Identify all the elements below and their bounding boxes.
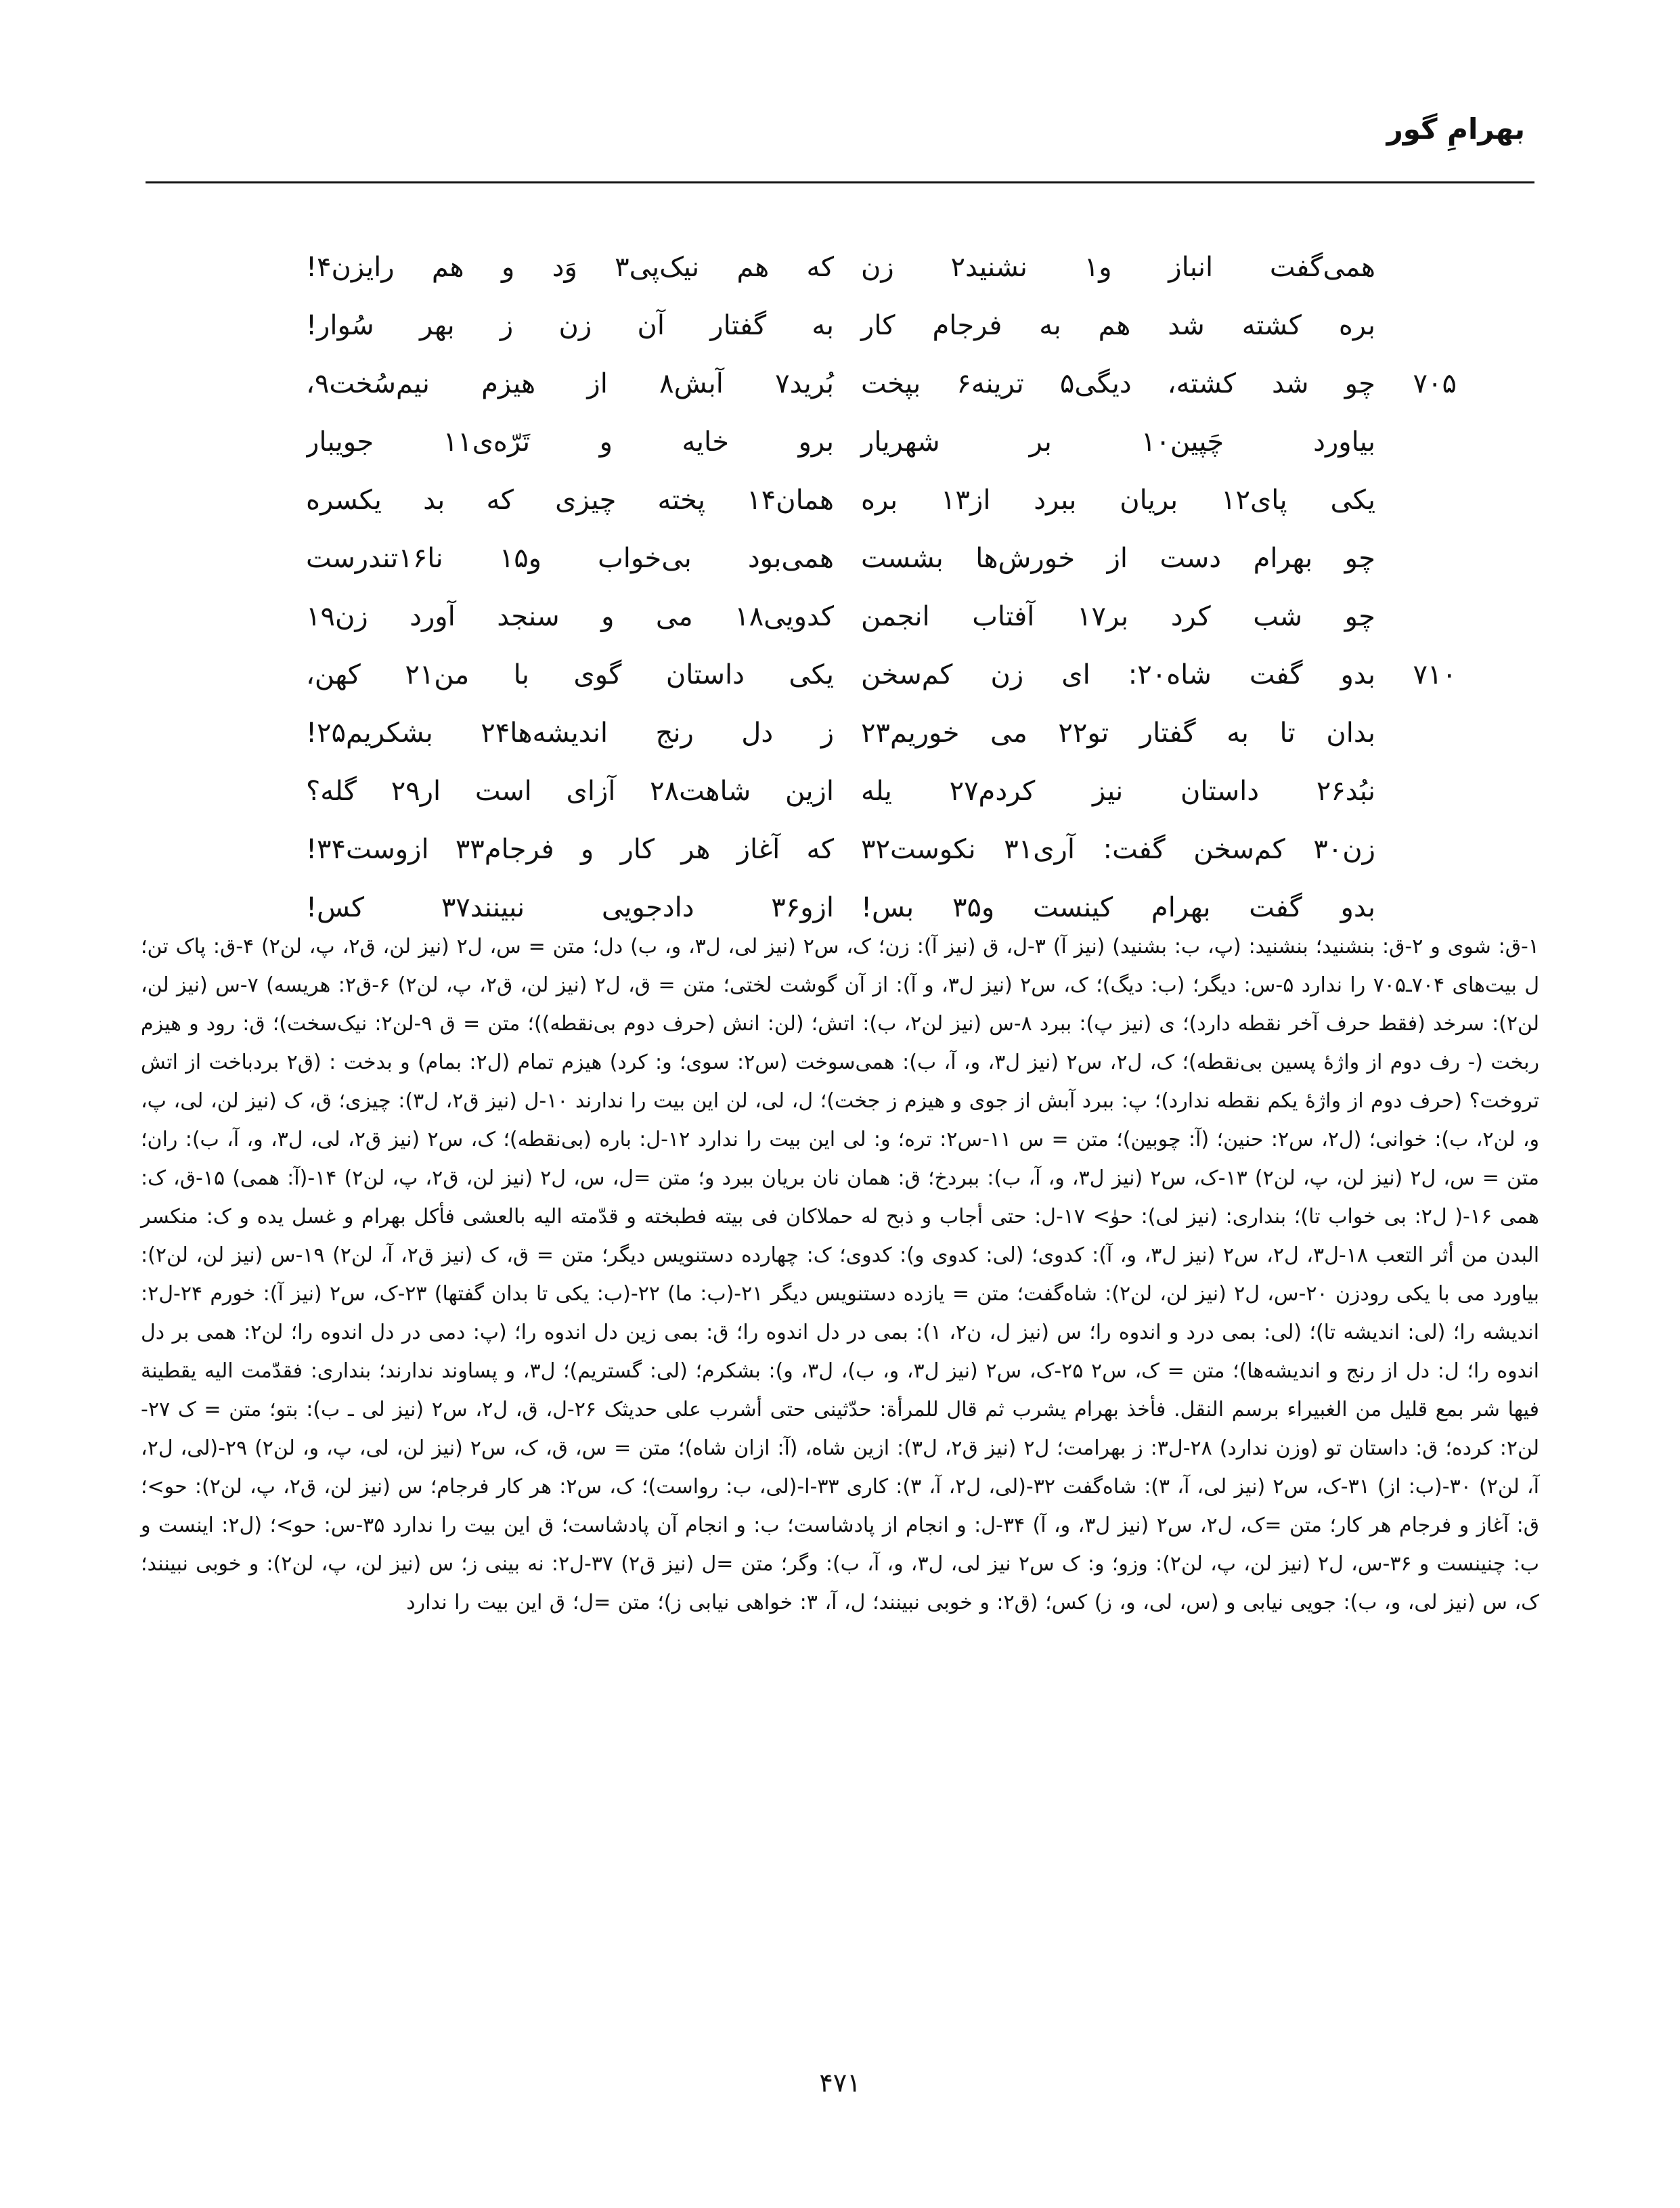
hemistich-second: برو خایه و تَرّه‌ی۱۱ جویبار bbox=[306, 426, 834, 458]
hemistich-second: که هم نیک‌پی۳ وَد و هم رایزن۴! bbox=[306, 252, 834, 283]
folio-number: ۴۷۱ bbox=[819, 2068, 861, 2098]
hemistich-first: چو شب کرد بر۱۷ آفتاب انجمن bbox=[861, 601, 1375, 632]
verse-line bbox=[223, 413, 1457, 471]
hemistich-second: همان۱۴ پخته چیزی که بد یکسره bbox=[306, 485, 834, 516]
verse-number: ۷۱۰ bbox=[1413, 659, 1457, 690]
hemistich-first: زن۳۰ کم‌سخن گفت: آری۳۱ نکوست۳۲ bbox=[861, 834, 1375, 865]
verse-line bbox=[223, 471, 1457, 529]
hemistich-first: بدو گفت شاه۲۰: ای زن کم‌سخن bbox=[861, 659, 1375, 690]
apparatus-criticus bbox=[141, 927, 1539, 1622]
hemistich-first: چو شد کشته، دیگی۵ ترینه۶ بپخت bbox=[861, 368, 1375, 399]
hemistich-first: چو بهرام دست از خورش‌ها بشست bbox=[861, 543, 1375, 574]
hemistich-second: یکی داستان گوی با من۲۱ کهن، bbox=[306, 659, 834, 690]
verse-line bbox=[223, 646, 1457, 704]
hemistich-first: همی‌گفت انباز و۱ نشنید۲ زن bbox=[861, 252, 1375, 283]
hemistich-second: ازو۳۶ دادجویی نبینند۳۷ کس! bbox=[306, 892, 834, 923]
hemistich-second: ازین شاهت۲۸ آزای است ار۲۹ گله؟ bbox=[306, 776, 834, 807]
hemistich-second: ز دل رنج اندیشه‌ها۲۴ بشکریم۲۵! bbox=[306, 717, 835, 749]
hemistich-second: بُرید۷ آبش۸ از هیزم نیم‌سُخت۹، bbox=[306, 368, 834, 399]
hemistich-first: بره کشته شد هم به فرجام کار bbox=[861, 310, 1375, 341]
verse-line bbox=[223, 296, 1457, 355]
verse-line bbox=[223, 238, 1457, 296]
running-head: بهرامِ گور bbox=[1386, 112, 1525, 146]
page-header bbox=[146, 112, 1534, 196]
header-rule bbox=[146, 181, 1534, 183]
hemistich-first: یکی پای۱۲ بریان ببرد از۱۳ بره bbox=[861, 485, 1375, 516]
verse-line bbox=[223, 762, 1457, 820]
verse-block bbox=[223, 238, 1457, 937]
verse-number: ۷۰۵ bbox=[1413, 368, 1457, 399]
hemistich-first: بدو گفت بهرام کینست و۳۵ بس! bbox=[861, 892, 1375, 923]
verse-line bbox=[223, 588, 1457, 646]
hemistich-first: نبُد۲۶ داستان نیز کردم۲۷ یله bbox=[861, 776, 1375, 807]
hemistich-second: کدویی۱۸ می و سنجد آورد زن۱۹ bbox=[306, 601, 834, 632]
verse-line bbox=[223, 704, 1457, 762]
hemistich-second: همی‌بود بی‌خواب و۱۵ نا۱۶تندرست bbox=[306, 543, 834, 574]
hemistich-second: به گفتار آن زن ز بهر سُوار! bbox=[306, 310, 834, 341]
verse-line bbox=[223, 529, 1457, 588]
verse-line bbox=[223, 820, 1457, 879]
apparatus-paragraph: ۱-ق: شوی و ۲-ق: بنشنید؛ بنشنید: (پ، ب: بشنید) (نیز آ) ۳-ل، ق (نیز آ): زن؛ ک، س۲ (نیز لی، ل۳، و، ب) دل؛ متن = س، ل۲ (نیز لن، ق۲، پ، لن۲) ۴-ق: پاک تن؛ ل بیت‌های ۷۰۴ـ۷۰۵ را ندارد ۵-س: دیگر؛ (ب: دیگ)؛ ک، س۲ (نیز ل۳، و آ): از آن گوشت لختی؛ متن = ق، ل۲ (نیز لن، ق۲، پ، لن۲) ۶-ق۲: هریسه) ۷-س (نیز لن، لن۲): سرخد (فقط حرف آخر نقطه دارد)؛ ی (نیز پ): ببرد ۸-س (نیز لن۲، ب): اتش؛ (لن: انش (حرف دوم بی‌نقطه))؛ متن = ق ۹-لن۲: نیک‌سخت)؛ ق: رود و هیزم ربخت (- رف دوم از واژهٔ پسین بی‌نقطه)؛ ک، ل۲، س۲ (نیز ل۳، و، آ، ب): همی‌سوخت (س۲: سوی؛ و: کرد) هیزم تمام (ل۲: بمام) و بدخت : (ق۲ بردباخت از اتش تروخت؟ (حرف دوم از واژهٔ یکم نقطه ندارد)؛ پ: ببرد آبش از جوی و هیزم ز جخت)؛ ل، لی، لن این بیت را ندارند ۱۰-ل (نیز ق۲، ل۳): چیزی؛ ق، ک (نیز لن، لی، پ، و، لن۲، ب): خوانی؛ (ل۲، س۲: حنین؛ (آ: چوبین)؛ متن = س ۱۱-س۲: تره؛ و: لی این بیت را ندارد ۱۲-ل: باره (بی‌نقطه)؛ ک، س۲ (نیز ق۲، لی، ل۳، و، آ، ب): ران؛ متن = س، ل۲ (نیز لن، پ، لن۲) ۱۳-ک، س۲ (نیز ل۳، و، آ، ب): ببردخ؛ ق: همان نان بریان ببرد و؛ متن =ل، س، ل۲ (نیز لن، ق۲، پ، لن۲) ۱۴-(آ: همی) ۱۵-ق، ک: همی ۱۶-( ل۲: بی خواب تا)؛ بنداری: (نیز لی): حوٰ> ۱۷-ل: حتی أجاب و ذبح له حملاکان فی بیته فطبخته و قدّمته الیه بالعشی فأکل بهرام و غسل یده و ک: منکسر البدن من أثر التعب ۱۸-ل۳، ل۲، س۲ (نیز ل۳، و، آ): کدوی؛ (لی: کدوی و): کدوی؛ ک: چهارده دستنویس دیگر؛ متن = ق، ک (نیز ق۲، آ، لن۲) ۱۹-س (نیز لن، لن۲): بیاورد می با یکی رودزن ۲۰-س، ل۲ (نیز لن، لن۲): شاه‌گفت؛ متن = یازده دستنویس دیگر ۲۱-(ب: ما) ۲۲-(ب: یکی تا بدان گفتها) ۲۳-ک، س۲ (نیز آ): خورم ۲۴-ل۲: اندیشه را؛ (لی: اندیشه تا)؛ (لی: بمی درد و اندوه را؛ س (نیز ل، ن۲، ۱): بمی در دل اندوه را؛ ق: بمی زین دل اندوه را؛ (پ: دمی در دل اندوه را؛ لن۲: همی بر دل اندوه را؛ ل: دل از رنج و اندیشه‌ها)؛ متن = ک، س۲ ۲۵-ک، س۲ (نیز ل۳، و، ب)، ل۳، و): بشکرم؛ (لی: گستریم)؛ ل۳، و پساوند ندارند؛ بنداری: فقدّمت الیه یقطینة فیها شر بمع قلیل من الغبیراء برسم النقل. فأخذ بهرام یشرب ثم قال للمرأة: حدّثینی حتی أشرب علی حدیثک ۲۶-ل، ق، ل۲، س۲ (نیز لی ـ ب): بتو؛ متن = ک ۲۷-لن۲: کرده؛ ق: داستان تو (وزن ندارد) ۲۸-ل۳: ز بهرامت؛ ل۲ (نیز ق۲، ل۳): ازین شاه، (آ: ازان شاه)؛ متن = س، ق، ک، س۲ (نیز لن، لی، پ، و، لن۲) ۲۹-(لی، ل۲، آ، لن۲) ۳۰-(ب: از) ۳۱-ک، س۲ (نیز لی، آ، ۳): شاه‌گفت ۳۲-(لی، ل۲، آ، ۳): کاری ۳۳-ا-(لی، ب: رواست)؛ ک، س۲: هر کار فرجام؛ س (نیز لن، ق۲، پ، لن۲): حو>؛ ق: آغاز و فرجام هر کار؛ متن =ک، ل۲، س۲ (نیز ل۳، و، آ) ۳۴-ل: و انجام از پادشاست؛ ب: و انجام آن پادشاست؛ ق این بیت را ندارد ۳۵-س: حو>؛ (ل۲: اینست و ب: چنینست و ۳۶-س، ل۲ (نیز لن، پ، لن۲): وزو؛ و: ک س۲ نیز لی، ل۳، و، آ، ب): وگر؛ متن =ل (نیز ق۲) ۳۷-ل۲: نه بینی ز؛ س (نیز لن، پ، لن۲): و خوبی نبینند؛ ک، س (نیز لی، و، ب): جویی نیابی و (س، لی، و، ز) کس؛ (ق۲: و خوبی نبینند؛ ل، آ، ۳: خواهی نیابی ز)؛ متن =ل؛ ق این بیت را ندارد bbox=[141, 935, 1540, 1614]
hemistich-first: بیاورد چَپین۱۰ بر شهریار bbox=[861, 426, 1375, 458]
hemistich-second: که آغاز هر کار و فرجام۳۳ ازوست۳۴! bbox=[306, 834, 834, 865]
hemistich-first: بدان تا به گفتار تو۲۲ می خوریم۲۳ bbox=[861, 717, 1375, 749]
verse-line bbox=[223, 355, 1457, 413]
